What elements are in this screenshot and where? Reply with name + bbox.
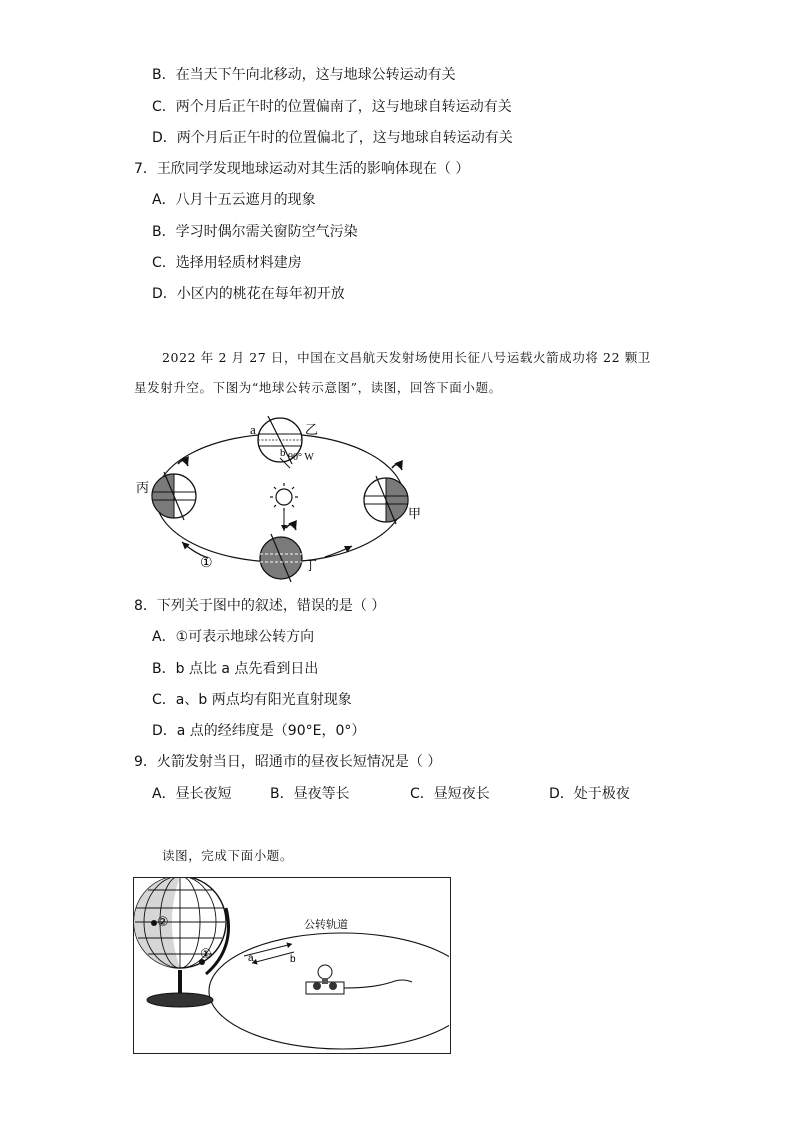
label-arrow-1: ① [200,555,213,571]
fig2-label-b: b [290,954,296,965]
q6-option-c: C．两个月后正午时的位置偏南了，这与地球自转运动有关 [152,99,512,115]
label-ding: 丁 [304,559,318,574]
label-jia: 甲 [408,507,422,522]
q7-option-d: D．小区内的桃花在每年初开放 [152,286,345,302]
lamp-icon [306,965,344,994]
q7-option-c: C．选择用轻质材料建房 [152,255,302,271]
q9-option-a: A．昼长夜短 [152,786,232,802]
q6-option-d: D．两个月后正午时的位置偏北了，这与地球自转运动有关 [152,130,513,146]
q8-option-c: C．a、b 两点均有阳光直射现象 [152,692,352,708]
q6-option-b: B．在当天下午向北移动，这与地球公转运动有关 [152,67,456,83]
q8-option-a: A．①可表示地球公转方向 [152,629,315,645]
q7-option-b: B．学习时偶尔需关窗防空气污染 [152,224,358,240]
fig2-label-a: a [248,953,254,964]
q9-stem: 9．火箭发射当日，昭通市的昼夜长短情况是（ ） [134,754,442,770]
label-a: a [250,422,256,437]
label-bing: 丙 [136,481,150,496]
fig2-label-1: ① [200,947,212,962]
q7-stem: 7．王欣同学发现地球运动对其生活的影响体现在（ ） [134,161,470,177]
earth-revolution-figure [130,410,430,585]
label-b: b [280,447,286,459]
label-yi: 乙 [305,423,319,438]
q8-stem: 8．下列关于图中的叙述，错误的是（ ） [134,598,386,614]
fig2-label-2: ② [157,915,169,930]
globe-model [134,878,229,974]
q9-option-b: B．昼夜等长 [270,786,350,802]
q7-option-a: A．八月十五云遮月的现象 [152,192,316,208]
passage2-text: 读图，完成下面小题。 [162,848,294,863]
globe-bing [152,460,196,520]
q9-option-c: C．昼短夜长 [410,786,490,802]
passage1-line2: 星发射升空。下图为“地球公转示意图”，读图，回答下面小题。 [134,380,502,395]
label-lon: 90° W [288,452,314,463]
q8-option-d: D．a 点的经纬度是（90°E，0°） [152,723,366,739]
orbit-model-figure [134,878,449,1052]
passage1-line1: 2022 年 2 月 27 日，中国在文昌航天发射场使用长征八号运载火箭成功将 22 颗卫 [162,350,651,365]
globe-jia [364,464,408,524]
q9-option-d: D．处于极夜 [549,786,630,802]
globe-ding [260,524,302,582]
q8-option-b: B．b 点比 a 点先看到日出 [152,661,319,677]
orbit-label: 公转轨道 [304,918,348,931]
sun-icon [270,483,298,531]
